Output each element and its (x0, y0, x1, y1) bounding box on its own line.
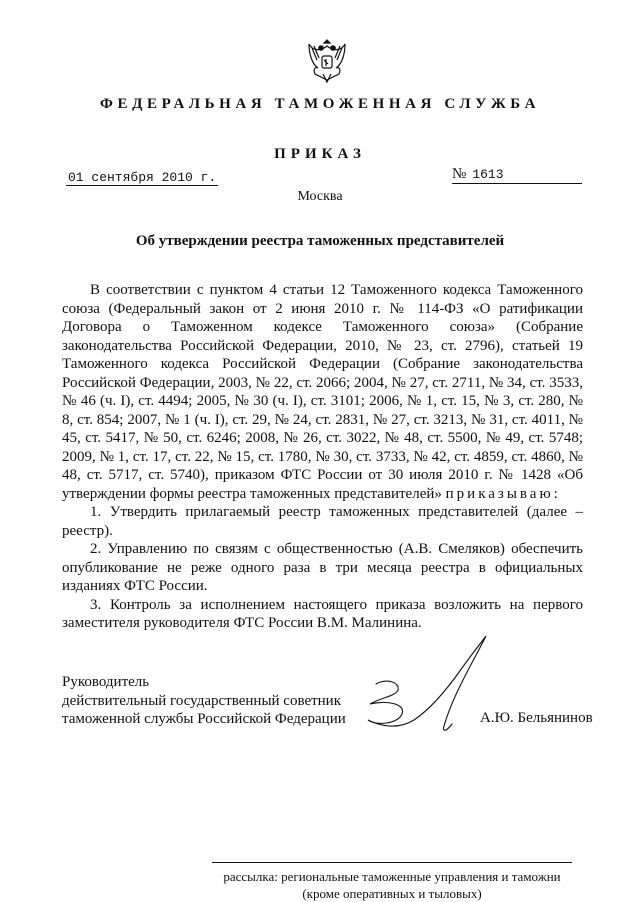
order-body (62, 281, 583, 633)
distribution-line-1: рассылка: региональные таможенные управления и таможни (223, 869, 561, 884)
order-word: приказываю: (445, 485, 561, 502)
document-type: ПРИКАЗ (274, 146, 366, 162)
signatory-line-1: Руководитель (62, 674, 150, 690)
signatory-name: А.Ю. Бельянинов (480, 710, 593, 726)
order-item-2: 2. Управлению по связям с общественностью (А.В. Смеляков) обеспечить опубликование не реже одного раза в три месяца реестра в официальных изданиях ФТС России. (62, 541, 583, 594)
distribution-line-2: (кроме оперативных и тыловых) (302, 886, 482, 901)
intro-text: В соответствии с пунктом 4 статьи 12 Таможенного кодекса Таможенного союза (Федеральный закон от 2 июня 2010 г. № 114-ФЗ «О ратификации Договора о Таможенном кодексе Таможенного союза» (Собрание законодательства Российской Федерации, 2010, № 23, ст. 2796), статьей 19 Таможенного кодекса Российской Федерации (Собрание законодательства Российской Федерации, 2003, № 22, ст. 2066; 2004, № 27, ст. 2711, № 34, ст. 3533, № 46 (ч. I), ст. 4494; 2005, № 30 (ч. I), ст. 3101; 2006, № 1, ст. 15, № 3, ст. 280, № 8, ст. 854; 2007, № 1 (ч. I), ст. 29, № 24, ст. 2831, № 27, ст. 3213, № 31, ст. 4011, № 45, ст. 5417, № 50, ст. 6246; 2008, № 26, ст. 3022, № 48, ст. 5500, № 49, ст. 5748; 2009, № 1, ст. 17, ст. 22, № 15, ст. 1780, № 30, ст. 3733, № 42, ст. 4859, ст. 4860, № 48, ст. 5717, ст. 5740), приказом ФТС России от 30 июля 2010 г. № 1428 «Об утверждении формы реестра таможенных представителей» (62, 282, 583, 502)
order-item-3: 3. Контроль за исполнением настоящего приказа возложить на первого заместителя руководителя ФТС России В.М. Малинина. (62, 596, 583, 631)
order-number-label: № (452, 166, 467, 182)
order-number-field (452, 166, 582, 184)
signatory-line-2: действительный государственный советник (62, 692, 342, 709)
order-date: 01 сентября 2010 г. (68, 170, 217, 185)
russian-coat-of-arms-icon (306, 36, 348, 86)
distribution-list (212, 862, 572, 902)
agency-name: ФЕДЕРАЛЬНАЯ ТАМОЖЕННАЯ СЛУЖБА (99, 96, 541, 112)
signatory-title (62, 673, 382, 729)
intro-paragraph (62, 281, 583, 503)
city: Москва (297, 189, 343, 204)
order-number: 1613 (472, 167, 504, 182)
order-subject: Об утверждении реестра таможенных представителей (135, 233, 505, 249)
order-item-1: 1. Утвердить прилагаемый реестр таможенных представителей (далее – реестр). (62, 504, 583, 539)
signatory-line-3: таможенной службы Российской Федерации (62, 711, 346, 728)
